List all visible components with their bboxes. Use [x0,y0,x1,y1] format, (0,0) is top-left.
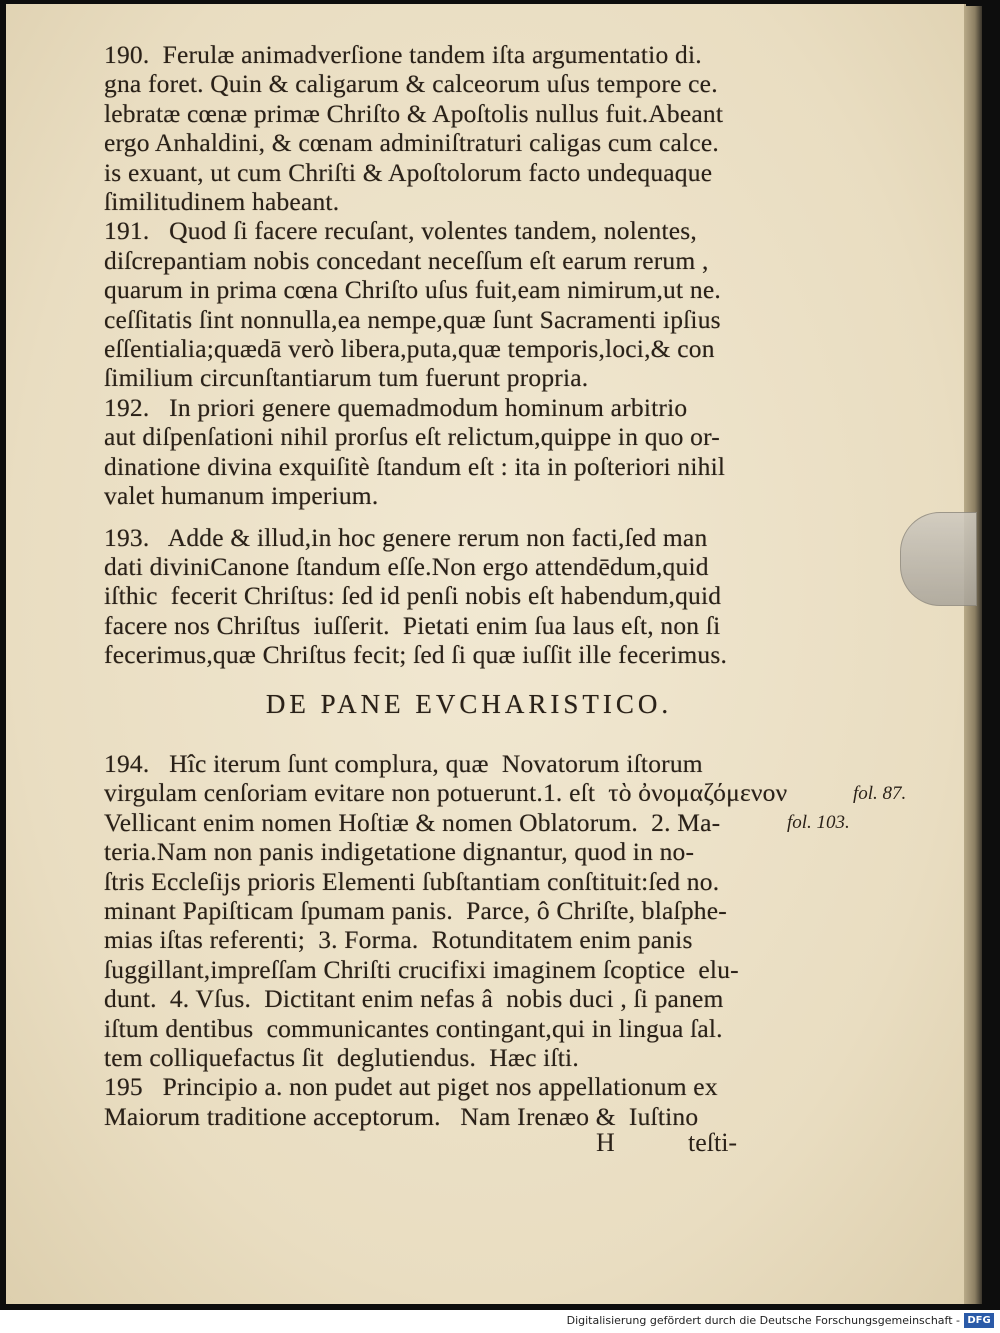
text-line: ſimilitudinem habeant. [104,187,340,217]
page-edge [964,6,982,1304]
footer-bar [0,1310,1000,1333]
dfg-logo: DFG [964,1313,994,1328]
text-line: is exuant, ut cum Chriſti & Apoſtolorum facto undequaque [104,157,713,187]
text-line: ergo Anhaldini, & cœnam adminiſtraturi caligas cum calce. [104,128,719,158]
text-line: 191. Quod ſi facere recuſant, volentes tandem, nolentes, [104,216,697,246]
text-line: diſcrepantiam nobis concedant neceſſum eſt earum rerum , [104,245,709,275]
section-heading: DE PANE EVCHARISTICO. [265,688,673,719]
text-line: dunt. 4. Vſus. Dictitant enim nefas â nobis duci , ſi panem [104,984,724,1014]
text-line: fecerimus,quæ Chriſtus fecit; ſed ſi quæ iuſſit ille fecerimus. [104,640,728,670]
text-line: ſimilium circunſtantiarum tum fuerunt propria. [104,363,589,393]
text-line: Maiorum traditione acceptorum. Nam Irenæo & Iuſtino [104,1101,699,1131]
catchword: teſti- [688,1128,738,1157]
text-line: teria.Nam non panis indigetatione dignantur, quod in no- [104,837,695,867]
text-line: ſtris Eccleſijs prioris Elementi ſubſtantiam conſtituit:ſed no. [104,866,720,896]
text-line: virgulam cenſoriam evitare non potuerunt.1. eſt τὸ ὀνομαζόμενον [104,778,788,808]
page-text [104,40,834,1131]
marginal-note-fol-103: fol. 103. [787,812,850,833]
text-line: aut diſpenſationi nihil prorſus eſt relictum,quippe in quo or- [104,422,720,452]
paragraphs-194-195 [104,749,834,1131]
text-line: 192. In priori genere quemadmodum hominum arbitrio [104,392,688,422]
text-line: dati diviniCanone ſtandum eſſe.Non ergo attendēdum,quid [104,551,709,581]
text-line: minant Papiſticam ſpumam panis. Parce, ô Chriſte, blaſphe- [104,895,727,925]
text-line: ſuggillant,impreſſam Chriſti crucifixi imaginem ſcoptice elu- [104,954,739,984]
text-line: 190. Ferulæ animadverſione tandem iſta argumentatio di. [104,40,702,69]
text-line: mias iſtas referenti; 3. Forma. Rotunditatem enim panis [104,925,693,955]
text-line: valet humanum imperium. [104,481,379,511]
text-line: ceſſitatis ſint nonnulla,ea nempe,quæ ſunt Sacramenti ipſius [104,304,721,334]
marginal-note-fol-87: fol. 87. [853,783,907,804]
text-line: quarum in prima cœna Chriſto uſus fuit,eam nimirum,ut ne. [104,275,721,305]
paragraph-193 [104,523,834,670]
text-line: gna foret. Quin & caligarum & calceorum uſus tempore ce. [104,69,718,99]
text-line: iſthic fecerit Chriſtus: ſed id penſi nobis eſt habendum,quid [104,581,722,611]
text-line: iſtum dentibus communicantes contingant,qui in lingua ſal. [104,1013,723,1043]
text-line: dinatione divina exquiſitè ſtandum eſt : ita in poſteriori nihil [104,451,726,481]
text-line: 195 Principio a. non pudet aut piget nos appellationum ex [104,1072,718,1102]
page-clip [900,512,977,606]
text-line: Vellicant enim nomen Hoſtiæ & nomen Oblatorum. 2. Ma- [104,807,721,837]
signature-mark: H [596,1128,615,1157]
text-line: eſſentialia;quædā verò libera,puta,quæ temporis,loci,& con [104,334,715,364]
footer-credit: Digitalisierung gefördert durch die Deutsche Forschungsgemeinschaft - [566,1314,960,1327]
text-line: 193. Adde & illud,in hoc genere rerum non facti,ſed man [104,522,708,552]
text-line: lebratæ cœnæ primæ Chriſto & Apoſtolis nullus fuit.Abeant [104,98,724,128]
text-line: facere nos Chriſtus iuſſerit. Pietati enim ſua laus eſt, non ſi [104,610,721,640]
paragraphs-190-192 [104,40,834,511]
text-line: 194. Hîc iterum ſunt complura, quæ Novatorum iſtorum [104,748,703,778]
text-line: tem colliquefactus ſit deglutiendus. Hæc iſti. [104,1043,579,1072]
